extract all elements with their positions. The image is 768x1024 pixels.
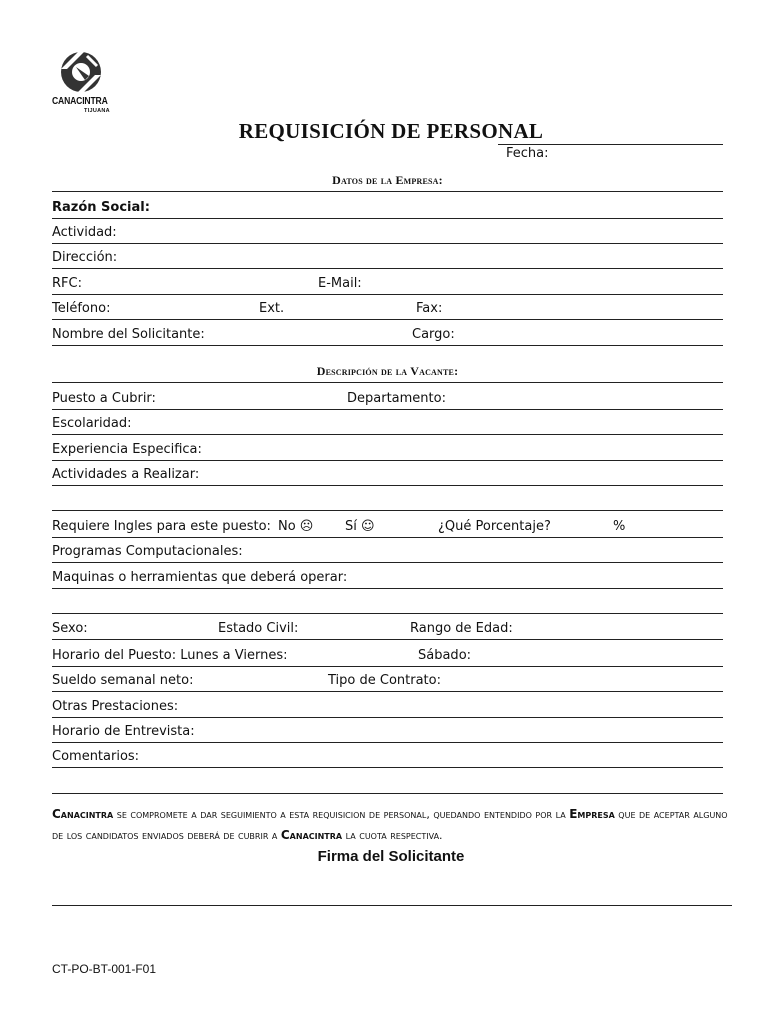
field-direccion[interactable]: Dirección: <box>52 244 723 269</box>
field-rfc-email[interactable]: RFC: E-Mail: <box>52 270 723 295</box>
option-no[interactable]: No ☹ <box>278 519 314 534</box>
field-razon-social[interactable]: Razón Social: <box>52 194 723 219</box>
field-experiencia[interactable]: Experiencia Especifica: <box>52 436 723 461</box>
section-empresa-heading: Datos de la Empresa: <box>52 167 723 192</box>
document-code: CT-PO-BT-001-F01 <box>52 962 157 976</box>
section-vacante-heading: Descripción de la Vacante: <box>52 358 723 383</box>
field-telefono-ext-fax[interactable]: Teléfono: Ext. Fax: <box>52 295 723 320</box>
field-actividad[interactable]: Actividad: <box>52 219 723 244</box>
logo-city: TIJUANA <box>84 108 110 114</box>
fecha-divider <box>498 144 723 145</box>
field-escolaridad[interactable]: Escolaridad: <box>52 410 723 435</box>
signature-label: Firma del Solicitante <box>317 848 465 865</box>
logo-wordmark: CANACINTRA <box>52 96 108 107</box>
field-comentarios-extra-line[interactable] <box>52 769 723 794</box>
field-sexo-estado-edad[interactable]: Sexo: Estado Civil: Rango de Edad: <box>52 615 723 640</box>
field-sueldo-contrato[interactable]: Sueldo semanal neto: Tipo de Contrato: <box>52 667 723 692</box>
field-maquinas-extra-line[interactable] <box>52 589 723 614</box>
field-prestaciones[interactable]: Otras Prestaciones: <box>52 693 723 718</box>
field-maquinas[interactable]: Maquinas o herramientas que deberá operar: <box>52 564 723 589</box>
field-horario-entrevista[interactable]: Horario de Entrevista: <box>52 718 723 743</box>
commitment-note: Canacintra se compromete a dar seguimiento a esta requisicion de personal, quedando entendido por la Empresa que de aceptar alguno de los candidatos enviados deberá de cubrir a Canacintra la cuota respectiva. <box>52 807 728 842</box>
field-actividades-extra-line[interactable] <box>52 486 723 511</box>
field-programas[interactable]: Programas Computacionales: <box>52 538 723 563</box>
form-title: REQUISICIÓN DE PERSONAL <box>238 119 544 143</box>
field-solicitante-cargo[interactable]: Nombre del Solicitante: Cargo: <box>52 321 723 346</box>
field-ingles[interactable]: Requiere Ingles para este puesto: No ☹ Sí ☺ ¿Qué Porcentaje? % <box>52 513 723 538</box>
field-actividades[interactable]: Actividades a Realizar: <box>52 461 723 486</box>
fecha-label: Fecha: <box>506 146 549 161</box>
field-horario-puesto[interactable]: Horario del Puesto: Lunes a Viernes: Sábado: <box>52 642 723 667</box>
field-comentarios[interactable]: Comentarios: <box>52 743 723 768</box>
signature-line[interactable] <box>52 905 732 906</box>
field-puesto-departamento[interactable]: Puesto a Cubrir: Departamento: <box>52 385 723 410</box>
option-si[interactable]: Sí ☺ <box>345 519 375 534</box>
